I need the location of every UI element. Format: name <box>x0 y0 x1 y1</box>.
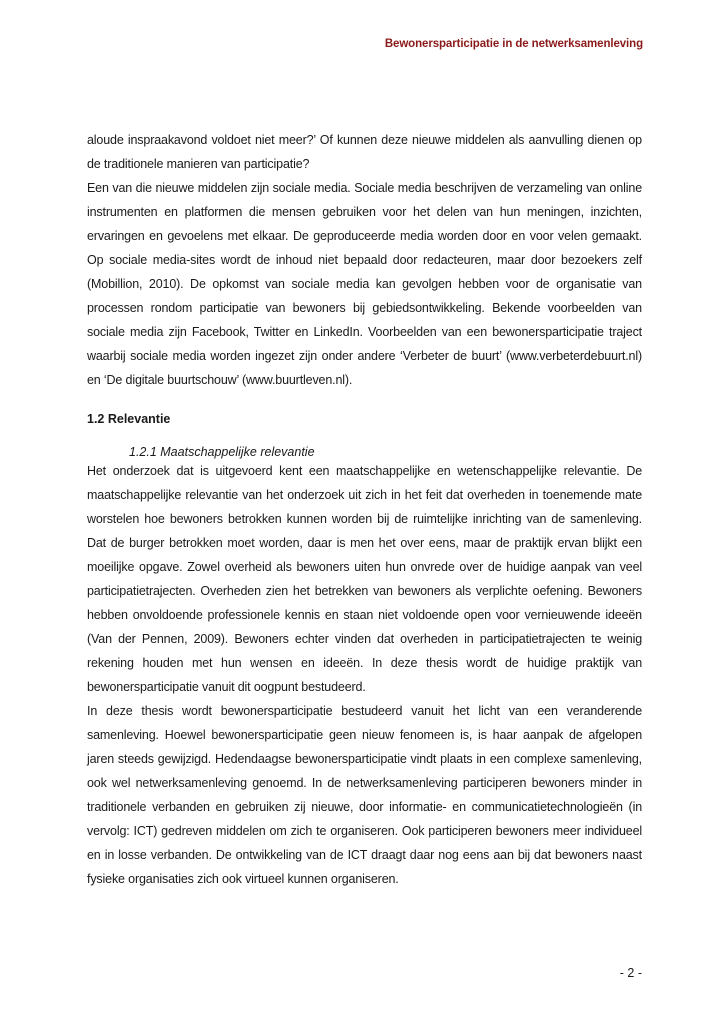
page-number: - 2 - <box>619 966 642 980</box>
paragraph-4: In deze thesis wordt bewonersparticipatie bestudeerd vanuit het licht van een veranderende samenleving. Hoewel bewonersparticipatie geen nieuw fenomeen is, is haar aanpak de afgelopen jaren steeds gewijzigd. Hedendaagse bewonersparticipatie vindt plaats in een complexe samenleving, ook wel netwerksamenleving genoemd. In de netwerksamenleving participeren bewoners minder in traditionele verbanden en gebruiken zij nieuwe, door informatie- en communicatietechnologieën (in vervolg: ICT) gedreven middelen om zich te organiseren. Ook participeren bewoners meer individueel en in losse verbanden. De ontwikkeling van de ICT draagt daar nog eens aan bij dat bewoners naast fysieke organisaties zich ook virtueel kunnen organiseren. <box>87 704 642 886</box>
running-header: Bewonersparticipatie in de netwerksamenleving <box>384 38 643 50</box>
section-heading: 1.2 Relevantie <box>87 412 171 426</box>
paragraph-3: Het onderzoek dat is uitgevoerd kent een maatschappelijke en wetenschappelijke relevantie. De maatschappelijke relevantie van het onderzoek uit zich in het feit dat overheden in toenemende mate worstelen hoe bewoners betrokken kunnen worden bij de ruimtelijke inrichting van de samenleving. Dat de burger betrokken moet worden, daar is men het over eens, maar de praktijk ervan blijkt een moeilijke opgave. Zowel overheid als bewoners uiten hun onvrede over de huidige aanpak van veel participatietrajecten. Overheden zien het betrekken van bewoners als verplichte oefening. Bewoners hebben onvoldoende professionele kennis en staan niet voldoende open voor vernieuwende ideeën (Van der Pennen, 2009). Bewoners echter vinden dat overheden in participatietrajecten te weinig rekening houden met hun wensen en ideeën. In deze thesis wordt de huidige praktijk van bewonersparticipatie vanuit dit oogpunt bestudeerd. <box>87 464 642 694</box>
sub-heading: 1.2.1 Maatschappelijke relevantie <box>129 445 315 459</box>
paragraph-1: aloude inspraakavond voldoet niet meer?’ Of kunnen deze nieuwe middelen als aanvulling dienen op de traditionele manieren van participatie? <box>87 133 642 171</box>
page-body <box>87 128 642 891</box>
paragraph-2: Een van die nieuwe middelen zijn sociale media. Sociale media beschrijven de verzameling van online instrumenten en platformen die mensen gebruiken voor het delen van hun meningen, inzichten, ervaringen en gevoelens met elkaar. De geproduceerde media worden door en voor velen gemaakt. Op sociale media-sites wordt de inhoud niet bepaald door redacteuren, maar door bezoekers zelf (Mobillion, 2010). De opkomst van sociale media kan gevolgen hebben voor de organisatie van processen rondom participatie van bewoners bij gebiedsontwikkeling. Bekende voorbeelden van sociale media zijn Facebook, Twitter en LinkedIn. Voorbeelden van een bewonersparticipatie traject waarbij sociale media worden ingezet zijn onder andere ‘Verbeter de buurt’ (www.verbeterdebuurt.nl) en ‘De digitale buurtschouw’ (www.buurtleven.nl). <box>87 181 642 387</box>
